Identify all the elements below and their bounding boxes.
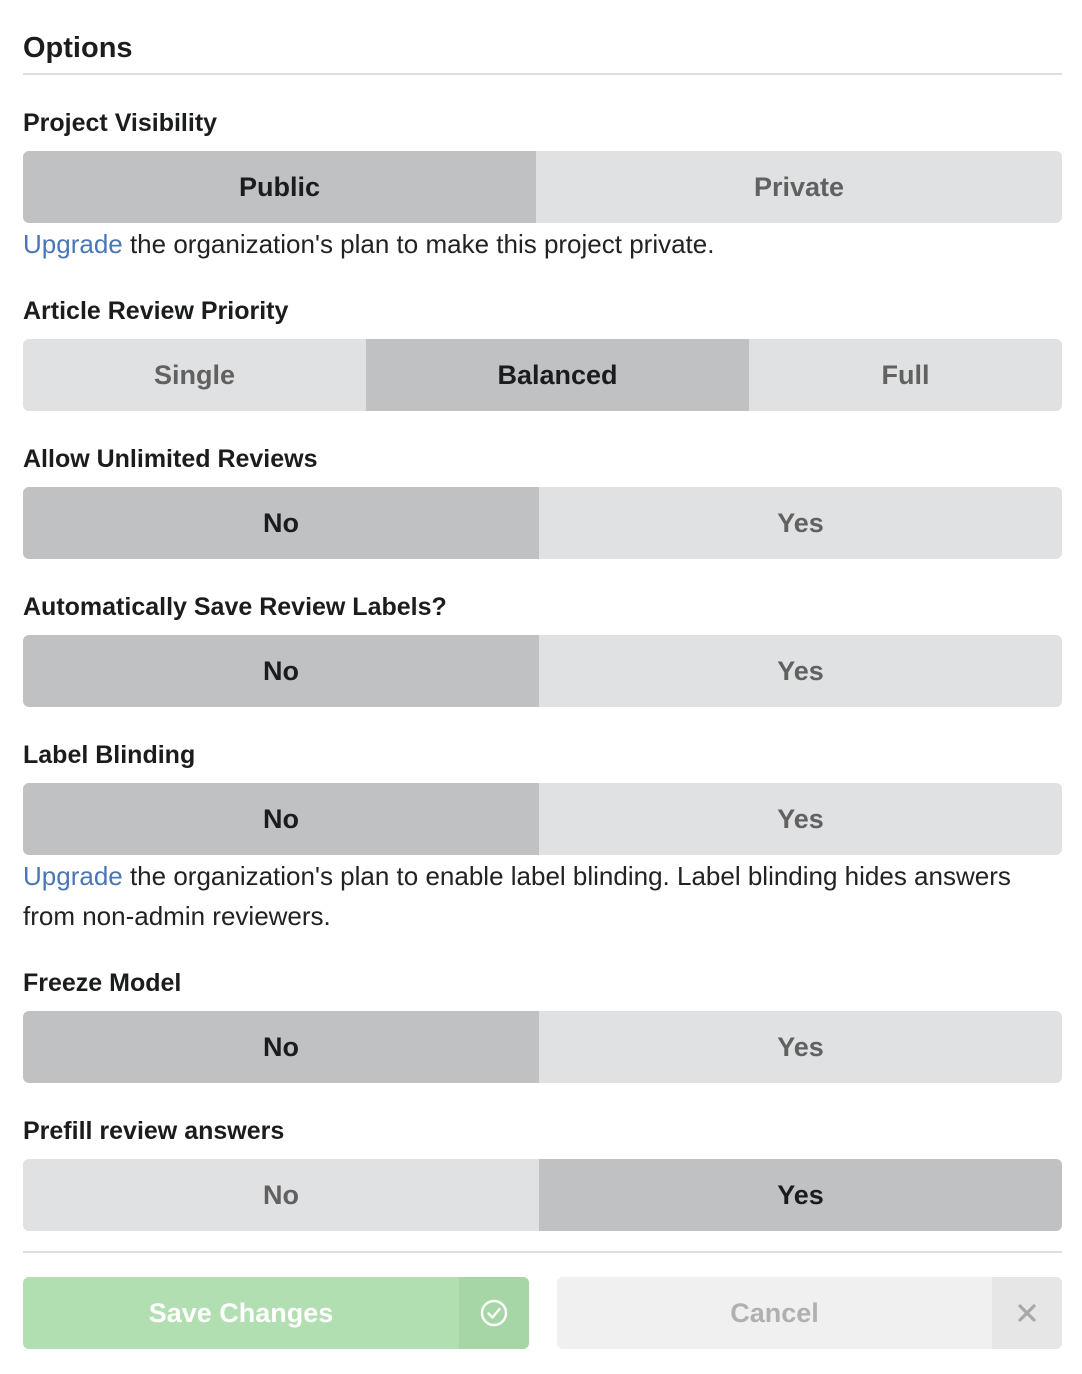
prefill-no-option[interactable]: No (23, 1159, 539, 1231)
freeze-yes-option[interactable]: Yes (539, 1011, 1062, 1083)
unlimited-reviews-toggle (23, 487, 1062, 559)
save-changes-label: Save Changes (148, 1297, 334, 1328)
review-priority-toggle (23, 339, 1062, 411)
prefill-answers-label: Prefill review answers (23, 1117, 285, 1145)
priority-balanced-option[interactable]: Balanced (366, 339, 749, 411)
unlimited-reviews-label: Allow Unlimited Reviews (23, 445, 318, 473)
cancel-label: Cancel (730, 1297, 819, 1328)
unlimited-no-option[interactable]: No (23, 487, 539, 559)
visibility-note-text: the organization's plan to make this project private. (122, 229, 715, 259)
upgrade-link[interactable]: Upgrade (23, 229, 123, 259)
visibility-public-option[interactable]: Public (23, 151, 536, 223)
check-circle-icon (459, 1277, 529, 1349)
autosave-labels-toggle (23, 635, 1062, 707)
priority-single-option[interactable]: Single (23, 339, 366, 411)
priority-full-option[interactable]: Full (749, 339, 1062, 411)
visibility-upgrade-note (23, 224, 1062, 264)
blinding-yes-option[interactable]: Yes (539, 783, 1062, 855)
page-title: Options (23, 32, 133, 64)
freeze-no-option[interactable]: No (23, 1011, 539, 1083)
freeze-model-toggle (23, 1011, 1062, 1083)
blinding-note-text: the organization's plan to enable label blinding. Label blinding hides answers from non-admin reviewers. (23, 861, 1011, 931)
autosave-labels-label: Automatically Save Review Labels? (23, 593, 447, 621)
blinding-no-option[interactable]: No (23, 783, 539, 855)
unlimited-yes-option[interactable]: Yes (539, 487, 1062, 559)
save-changes-button[interactable] (23, 1277, 529, 1349)
visibility-private-option[interactable]: Private (536, 151, 1062, 223)
review-priority-label: Article Review Priority (23, 297, 289, 325)
cancel-button[interactable] (557, 1277, 1062, 1349)
freeze-model-label: Freeze Model (23, 969, 182, 997)
autosave-yes-option[interactable]: Yes (539, 635, 1062, 707)
project-visibility-label: Project Visibility (23, 109, 218, 137)
prefill-yes-option[interactable]: Yes (539, 1159, 1062, 1231)
blinding-upgrade-note (23, 856, 1062, 936)
project-visibility-toggle (23, 151, 1062, 223)
close-icon (992, 1277, 1062, 1349)
label-blinding-toggle (23, 783, 1062, 855)
prefill-answers-toggle (23, 1159, 1062, 1231)
label-blinding-label: Label Blinding (23, 741, 196, 769)
options-header (23, 28, 1062, 75)
upgrade-link[interactable]: Upgrade (23, 861, 123, 891)
autosave-no-option[interactable]: No (23, 635, 539, 707)
actions-divider (23, 1251, 1062, 1253)
